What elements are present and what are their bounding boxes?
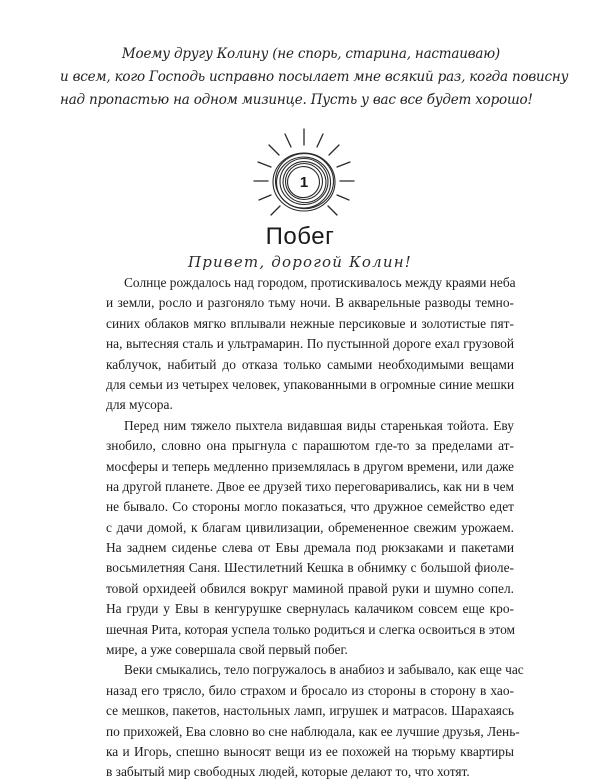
chapter-number: 1 [299, 174, 309, 191]
text-line: назад его трясло, било страхом и бросало из стороны в сторону в хао- [106, 682, 514, 698]
text-line: се мешков, пакетов, настольных ламп, игрушек и матрасов. Шарахаясь [106, 703, 514, 719]
chapter-body [106, 273, 524, 783]
text-line: не бывало. Со стороны могло показаться, что дружное семейство едет [106, 499, 514, 515]
epigraph [60, 43, 569, 112]
text-line: и земли, росло и разгоняло тьму ночи. В акварельные разводы темно- [106, 295, 514, 311]
text-line: по прихожей, Ева словно во сне наблюдала, как ее лучшие друзья, Лень- [106, 723, 520, 739]
text-line: восьмилетняя Саня. Шестилетний Кешка в обнимку с большой фиоле- [106, 560, 514, 576]
text-line: знобило, словно она прыгнула с парашютом где-то за пределами ат- [106, 438, 514, 454]
text-line: На заднем сиденье слева от Евы дремала под рюкзаками и пакетами [106, 540, 514, 556]
epigraph-line: над пропастью на одном мизинце. Пусть у вас все будет хорошо! [60, 92, 533, 108]
text-line: с дачи домой, к благам цивилизации, обремененное свежим урожаем. [106, 519, 514, 535]
text-line: на, вытесняя сталь и ультрамарин. По пустынной дороге ехал грузовой [106, 336, 514, 352]
epigraph-line: Моему другу Колину (не спорь, старина, настаиваю) [121, 46, 500, 62]
chapter-sun-emblem [249, 125, 359, 235]
text-line: в забытый мир свободных людей, которые делают то, что хотят. [106, 764, 470, 780]
epigraph-line: и всем, кого Господь исправно посылает мне всякий раз, когда повисну [60, 69, 569, 85]
text-line: Солнце рождалось над городом, протискивалось между краями неба [124, 275, 516, 290]
text-line: ка и Игорь, спешно выносят вещи из ее похожей на тюрьму квартиры [106, 743, 514, 759]
chapter-subtitle: Привет, дорогой Колин! [187, 253, 413, 271]
text-line: шечная Рита, которая успела только родиться и слегка освоиться в этом [106, 621, 516, 637]
text-line: На груди у Евы в кенгурушке свернулась калачиком совсем еще кро- [106, 601, 514, 617]
chapter-title: Побег [265, 223, 335, 250]
text-line: для семьи из четырех человек, упакованными в огромные синие мешки [106, 376, 515, 392]
text-line: на другой планете. Двое ее друзей тихо переговаривались, как ни в чем [106, 478, 514, 494]
text-line: Веки смыкались, тело погружалось в анабиоз и забывало, как еще час [124, 662, 524, 678]
text-line: Перед ним тяжело пыхтела видавшая виды старенькая тойота. Еву [124, 417, 514, 433]
text-line: для мусора. [106, 397, 173, 413]
text-line: каблучок, набитый до отказа только самыми необходимыми вещами [106, 356, 514, 372]
text-line: мосферы и теперь медленно приземлялась в другом времени, или даже [106, 458, 514, 474]
text-line: товой орхидеей обвился вокруг маминой правой руки и шумно сопел. [106, 580, 514, 596]
text-line: мире, а уже совершала свой первый побег. [106, 642, 348, 658]
text-line: синих облаков мягко вплывали нежные персиковые и золотистые пят- [106, 315, 514, 331]
